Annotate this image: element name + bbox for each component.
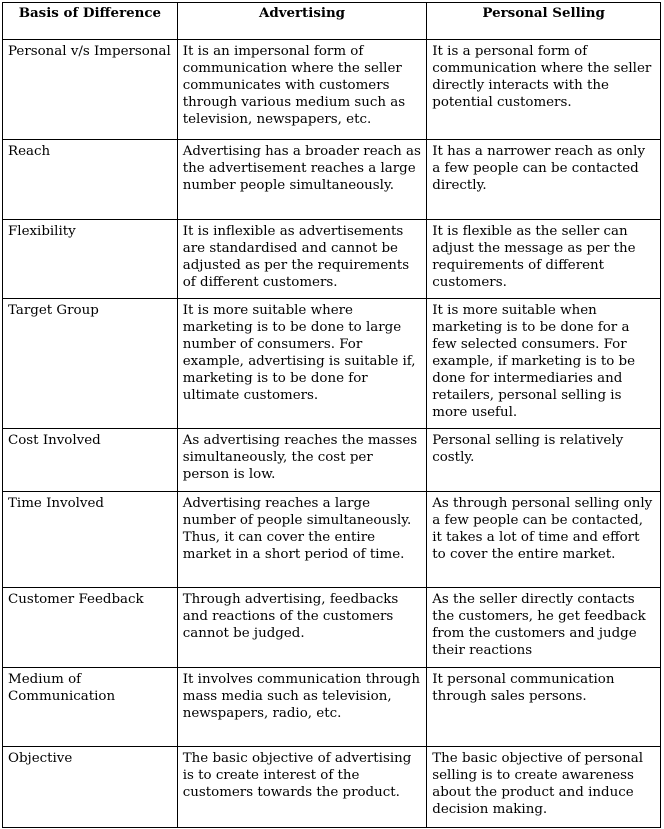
table-row xyxy=(3,668,661,747)
advertising-cell: It is more suitable where marketing is to be done to large number of consumers. For example, advertising is suitable if, marketing is to be done for ultimate customers. xyxy=(177,299,427,429)
basis-cell: Medium of Communication xyxy=(3,668,178,747)
header-basis: Basis of Difference xyxy=(3,3,178,40)
personal-selling-cell: As the seller directly contacts the customers, he get feedback from the customers and judge their reactions xyxy=(427,588,661,668)
table-row xyxy=(3,299,661,429)
personal-selling-cell: Personal selling is relatively costly. xyxy=(427,429,661,492)
advertising-cell: As advertising reaches the masses simultaneously, the cost per person is low. xyxy=(177,429,427,492)
advertising-cell: It is an impersonal form of communication where the seller communicates with customers through various medium such as television, newspapers, etc. xyxy=(177,40,427,140)
basis-cell: Time Involved xyxy=(3,492,178,588)
table-row xyxy=(3,429,661,492)
comparison-table xyxy=(2,2,661,828)
advertising-cell: Advertising has a broader reach as the advertisement reaches a large number people simultaneously. xyxy=(177,140,427,220)
table-row xyxy=(3,140,661,220)
table-row xyxy=(3,747,661,828)
personal-selling-cell: It personal communication through sales persons. xyxy=(427,668,661,747)
table-row xyxy=(3,492,661,588)
table-header xyxy=(3,3,661,40)
table-row xyxy=(3,220,661,299)
personal-selling-cell: It has a narrower reach as only a few people can be contacted directly. xyxy=(427,140,661,220)
personal-selling-cell: As through personal selling only a few people can be contacted, it takes a lot of time and effort to cover the entire market. xyxy=(427,492,661,588)
personal-selling-cell: It is a personal form of communication where the seller directly interacts with the potential customers. xyxy=(427,40,661,140)
basis-cell: Target Group xyxy=(3,299,178,429)
advertising-cell: Advertising reaches a large number of people simultaneously. Thus, it can cover the entire market in a short period of time. xyxy=(177,492,427,588)
personal-selling-cell: The basic objective of personal selling is to create awareness about the product and induce decision making. xyxy=(427,747,661,828)
personal-selling-cell: It is more suitable when marketing is to be done for a few selected consumers. For example, if marketing is to be done for intermediaries and retailers, personal selling is more useful. xyxy=(427,299,661,429)
basis-cell: Personal v/s Impersonal xyxy=(3,40,178,140)
header-row xyxy=(3,3,661,40)
advertising-cell: The basic objective of advertising is to create interest of the customers towards the product. xyxy=(177,747,427,828)
personal-selling-cell: It is flexible as the seller can adjust the message as per the requirements of different customers. xyxy=(427,220,661,299)
basis-cell: Reach xyxy=(3,140,178,220)
advertising-cell: It is inflexible as advertisements are standardised and cannot be adjusted as per the requirements of different customers. xyxy=(177,220,427,299)
table-row xyxy=(3,40,661,140)
advertising-cell: It involves communication through mass media such as television, newspapers, radio, etc. xyxy=(177,668,427,747)
basis-cell: Objective xyxy=(3,747,178,828)
header-personal-selling: Personal Selling xyxy=(427,3,661,40)
advertising-cell: Through advertising, feedbacks and reactions of the customers cannot be judged. xyxy=(177,588,427,668)
table-row xyxy=(3,588,661,668)
basis-cell: Flexibility xyxy=(3,220,178,299)
basis-cell: Cost Involved xyxy=(3,429,178,492)
table-body xyxy=(3,40,661,828)
basis-cell: Customer Feedback xyxy=(3,588,178,668)
header-advertising: Advertising xyxy=(177,3,427,40)
